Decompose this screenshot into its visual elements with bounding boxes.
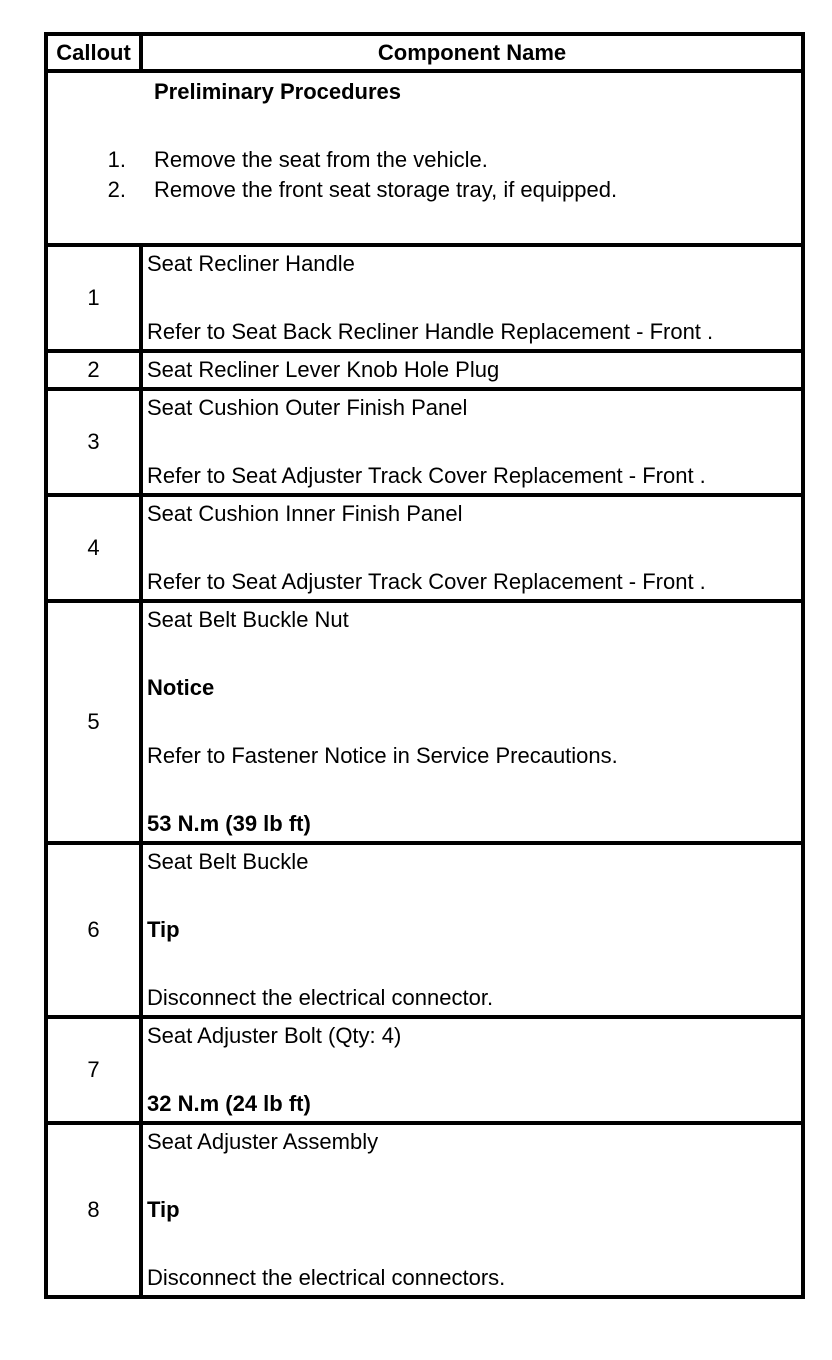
component-name: Seat Belt Buckle — [147, 849, 309, 874]
component-name: Seat Recliner Handle — [147, 251, 355, 276]
table-row — [46, 389, 803, 495]
reference-text: Refer to Seat Adjuster Track Cover Replacement - Front . — [147, 463, 706, 488]
reference-text: Refer to Seat Adjuster Track Cover Replacement - Front . — [147, 569, 706, 594]
tip-label: Tip — [147, 1197, 180, 1222]
component-cell — [141, 843, 803, 1017]
header-row — [46, 34, 803, 71]
table-row — [46, 351, 803, 389]
preliminary-procedures-cell — [46, 71, 803, 245]
table-row — [46, 843, 803, 1017]
component-name: Seat Cushion Inner Finish Panel — [147, 501, 463, 526]
component-cell — [141, 351, 803, 389]
tip-text: Disconnect the electrical connectors. — [147, 1265, 506, 1290]
component-name: Seat Cushion Outer Finish Panel — [147, 395, 468, 420]
preliminary-procedures-title: Preliminary Procedures — [154, 79, 402, 104]
component-name: Seat Belt Buckle Nut — [147, 607, 349, 632]
component-cell — [141, 389, 803, 495]
table-row — [46, 1123, 803, 1297]
callout-number: 8 — [46, 1123, 141, 1297]
notice-text: Refer to Fastener Notice in Service Precautions. — [147, 743, 618, 768]
component-name: Seat Adjuster Bolt (Qty: 4) — [147, 1023, 402, 1048]
table-row — [46, 245, 803, 351]
callout-number: 1 — [46, 245, 141, 351]
callout-number: 7 — [46, 1017, 141, 1123]
preliminary-procedures-row — [46, 71, 803, 245]
torque-spec: 53 N.m (39 lb ft) — [147, 811, 311, 836]
component-name-header: Component Name — [141, 34, 803, 71]
step-text: Remove the front seat storage tray, if equipped. — [154, 177, 618, 202]
component-cell — [141, 1123, 803, 1297]
step-number: 1. — [107, 147, 126, 172]
callout-number: 5 — [46, 601, 141, 843]
step-text: Remove the seat from the vehicle. — [154, 147, 488, 172]
component-cell — [141, 495, 803, 601]
component-cell — [141, 601, 803, 843]
table-row — [46, 601, 803, 843]
notice-label: Notice — [147, 675, 215, 700]
callout-number: 3 — [46, 389, 141, 495]
tip-text: Disconnect the electrical connector. — [147, 985, 494, 1010]
component-cell — [141, 1017, 803, 1123]
callout-number: 4 — [46, 495, 141, 601]
callout-header: Callout — [46, 34, 141, 71]
components-table — [44, 32, 805, 1299]
table-row — [46, 495, 803, 601]
reference-text: Refer to Seat Back Recliner Handle Replacement - Front . — [147, 319, 714, 344]
step-number: 2. — [107, 177, 126, 202]
table-row — [46, 1017, 803, 1123]
component-cell — [141, 245, 803, 351]
component-name: Seat Adjuster Assembly — [147, 1129, 379, 1154]
callout-number: 6 — [46, 843, 141, 1017]
component-name: Seat Recliner Lever Knob Hole Plug — [147, 357, 500, 382]
torque-spec: 32 N.m (24 lb ft) — [147, 1091, 311, 1116]
tip-label: Tip — [147, 917, 180, 942]
callout-number: 2 — [46, 351, 141, 389]
